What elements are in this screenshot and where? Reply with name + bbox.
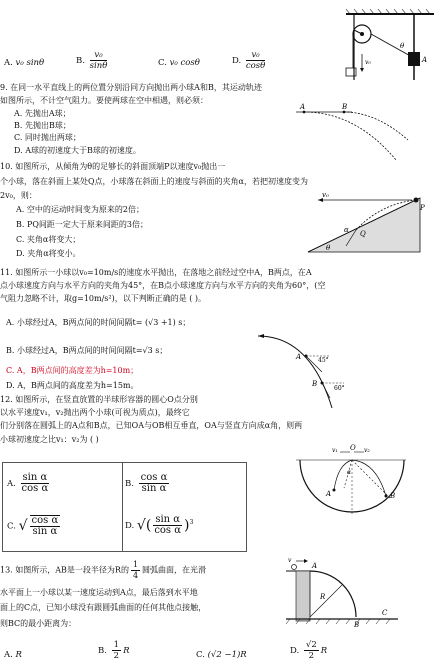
q11-option-a: A. 小球经过A，B两点间的时间间隔t= (√3 +1) s； <box>6 318 191 327</box>
q9-stem-line2: 如图所示，不计空气阻力。要使两球在空中相遇，则必须： <box>0 96 208 105</box>
q11-stem-line1: 11. 如图所示一小球以v₀=10m/s的速度水平抛出，在落地之前经过空中A，B两点，在A <box>0 268 312 277</box>
q13-option-d: D. $\frac{√2}{2}$ R <box>290 640 328 661</box>
q13-fig-c: C <box>382 609 388 617</box>
q9-option-d: D. A球的初速度大于B球的初速度。 <box>14 146 141 155</box>
q13-arc-figure <box>282 557 402 629</box>
q11-trajectory-figure <box>250 328 350 418</box>
q11-option-d: D. A，B两点间的高度差为h=15m。 <box>6 381 139 390</box>
q10-stem-line2: 个小球，落在斜面上某处Q点，小球落在斜面上的速度与斜面的夹角α，若把初速度变为 <box>0 177 308 186</box>
q8-option-d-fraction: $\frac{\text{v₀}}{\cos\theta}$ <box>245 50 266 71</box>
q13-option-a: A. R <box>4 650 22 660</box>
q13-stem-line2: 水平面上一小球以某一速度运动到A点，最后落到水平地 <box>0 588 198 597</box>
q9-trajectory-figure <box>296 100 416 180</box>
q10-option-a: A. 空中的运动时间变为原来的2倍； <box>16 205 144 214</box>
q8-option-c: C. v₀ cosθ <box>158 58 200 68</box>
q9-option-a: A. 先抛出A球； <box>14 109 71 118</box>
q12-stem-line4: 小球初速度之比v₁：v₂为 ( ) <box>0 435 99 444</box>
q8-option-b-fraction: $\frac{\text{v₀}}{\sin\theta}$ <box>89 50 108 71</box>
q10-fig-v0: v₀ <box>322 191 329 199</box>
q11-fig-45: 45° <box>318 357 329 364</box>
q12-option-d: D. √( $\frac{\text{sin α}}{\text{cos α}}$ )$^3$ <box>125 514 194 536</box>
q10-fig-p: P <box>420 204 425 212</box>
q9-option-c: C. 同时抛出两球； <box>14 133 81 142</box>
q10-incline-figure <box>300 190 435 260</box>
q12-fig-v1: v₁ <box>332 447 338 454</box>
q10-stem-line1: 10. 如图所示，从倾角为θ的足够长的斜面顶端P以速度v₀抛出一 <box>0 162 226 171</box>
q13-fig-r: R <box>320 593 326 601</box>
q12-stem-line2: 以水平速度v₁，v₂抛出两个小球(可视为质点)，最终它 <box>0 408 190 417</box>
q13-stem-line3: 面上的C点，已知小球没有跟圆弧曲面的任何其他点接触， <box>0 603 207 612</box>
q10-option-d: D. 夹角α将变小。 <box>16 249 81 258</box>
q12-options-box <box>2 462 247 552</box>
q10-fig-theta: θ <box>326 244 331 252</box>
q10-stem-line3: 2v₀，则： <box>0 191 37 200</box>
q8-fig-theta: θ <box>400 42 405 50</box>
q8-option-a: A. v₀ sinθ <box>4 58 45 68</box>
q13-stem-line4: 则BC的最小距离为： <box>0 619 77 628</box>
q12-option-b: B. $\frac{\text{cos α}}{\text{sin α}}$ <box>125 472 168 494</box>
q13-option-b: B. $\frac{1}{2}$ R <box>98 640 130 661</box>
q12-stem-line1: 12. 如图所示，在竖直放置的半球形容器的圆心O点分别 <box>0 395 198 404</box>
q12-fig-o: O <box>350 444 356 452</box>
q11-stem-line3: 气阻力忽略不计，取g=10m/s²)，以下判断正确的是 ( )。 <box>0 294 207 303</box>
q9-fig-a: A <box>300 103 306 111</box>
q11-fig-a: A <box>296 353 302 361</box>
q13-stem-line1: 13. 如图所示，AB是一段半径为R的 $\frac{1}{4}$ 圆弧曲面，在光滑 <box>0 560 207 580</box>
q13-quarter-fraction: $\frac{1}{4}$ <box>132 560 139 580</box>
q8-option-d: D. $\frac{\text{v₀}}{\cos\theta}$ <box>232 50 266 71</box>
q10-fig-alpha: α <box>344 226 349 234</box>
q10-option-c: C. 夹角α将变大； <box>16 235 81 244</box>
q11-option-c: C. A，B两点间的高度差为h=10m； <box>6 366 139 375</box>
q8-option-b: B. $\frac{\text{v₀}}{\sin\theta}$ <box>76 50 108 71</box>
q12-fig-b: B <box>390 492 396 500</box>
q10-option-b: B. PQ间距一定大于原来间距的3倍； <box>16 220 148 229</box>
q13-fig-v: v <box>288 557 292 564</box>
q12-hemisphere-figure <box>296 438 416 548</box>
q8-pulley-figure <box>342 2 437 82</box>
q12-stem-line3: 们分别落在圆弧上的A点和B点，已知OA与OB相互垂直，OA与竖直方向成α角，则两 <box>0 421 303 430</box>
q12-fig-a: A <box>326 490 332 498</box>
q12-fig-v2: v₂ <box>364 447 370 454</box>
q13-fig-a: A <box>312 562 318 570</box>
q11-option-b: B. 小球经过A，B两点间的时间间隔t=√3 s； <box>6 346 168 355</box>
q10-fig-q: Q <box>360 230 366 238</box>
q13-fig-b: B <box>354 621 360 629</box>
q8-fig-a: A <box>422 56 428 64</box>
q9-fig-b: B <box>342 103 348 111</box>
q11-fig-b: B <box>312 380 318 388</box>
q12-fig-alpha: α <box>347 469 352 476</box>
q12-option-c: C. √ $\frac{\text{cos α}}{\text{sin α}}$ <box>7 515 59 537</box>
q9-stem-line1: 9. 在同一水平直线上的两位置分别沿同方向抛出两小球A和B，其运动轨迹 <box>0 83 262 92</box>
q11-stem-line2: 点小球速度方向与水平方向的夹角为45°，在B点小球速度方向与水平方向的夹角为60°，(空 <box>0 281 326 290</box>
q8-fig-v0: v₀ <box>365 59 371 66</box>
q9-option-b: B. 先抛出B球； <box>14 121 71 130</box>
q13-option-c: C. (√2 −1)R <box>196 650 247 660</box>
q11-fig-60: 60° <box>334 385 345 392</box>
q12-option-a: A. $\frac{\text{sin α}}{\text{cos α}}$ <box>7 472 49 494</box>
